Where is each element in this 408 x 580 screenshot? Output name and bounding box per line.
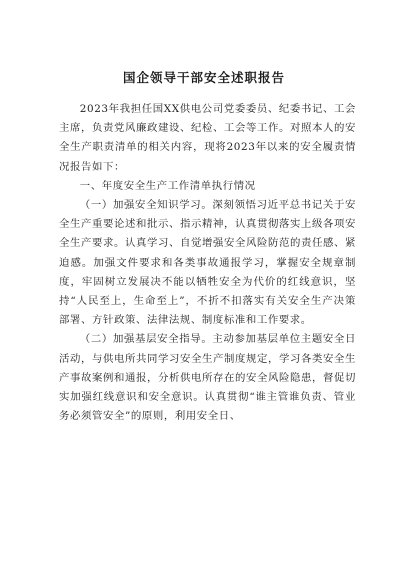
document-title: 国企领导干部安全述职报告 [122,70,285,85]
section-heading: 一、年度安全生产工作清单执行情况 [79,179,256,192]
paragraph-intro: 2023年我担任国XX供电公司党委委员、纪委书记、工会主席，负责党风廉政建设、纪检、工会等工作。对照本人的安全生产职责清单的相关内容，现将2023年以来的安全履责情况报告如下： [59,103,356,173]
document-body [59,100,356,426]
paragraph-study: （一）加强安全知识学习。深刻领悟习近平总书记关于安全生产重要论述和批示、指示精神，认真贯彻落实上级各项安全生产要求。认真学习、自觉增强安全风险防范的责任感、紧迫感。加强文件要求和各类事故通报学习，掌握安全规章制度，牢固树立发展决不能以牺牲安全为代价的红线意识，坚持“人民至上，生命至上”，不折不扣落实有关安全生产决策部署、方针政策、法律法规、制度标准和工作要求。 [59,199,356,327]
paragraph-guidance: （二）加强基层安全指导。主动参加基层单位主题安全日活动，与供电所共同学习安全生产制度规定，学习各类安全生产事故案例和通报，分析供电所存在的安全风险隐患，督促切实加强红线意识和安全意识。认真贯彻“谁主管谁负责、管业务必须管安全”的原则，利用安全日、 [59,333,356,423]
